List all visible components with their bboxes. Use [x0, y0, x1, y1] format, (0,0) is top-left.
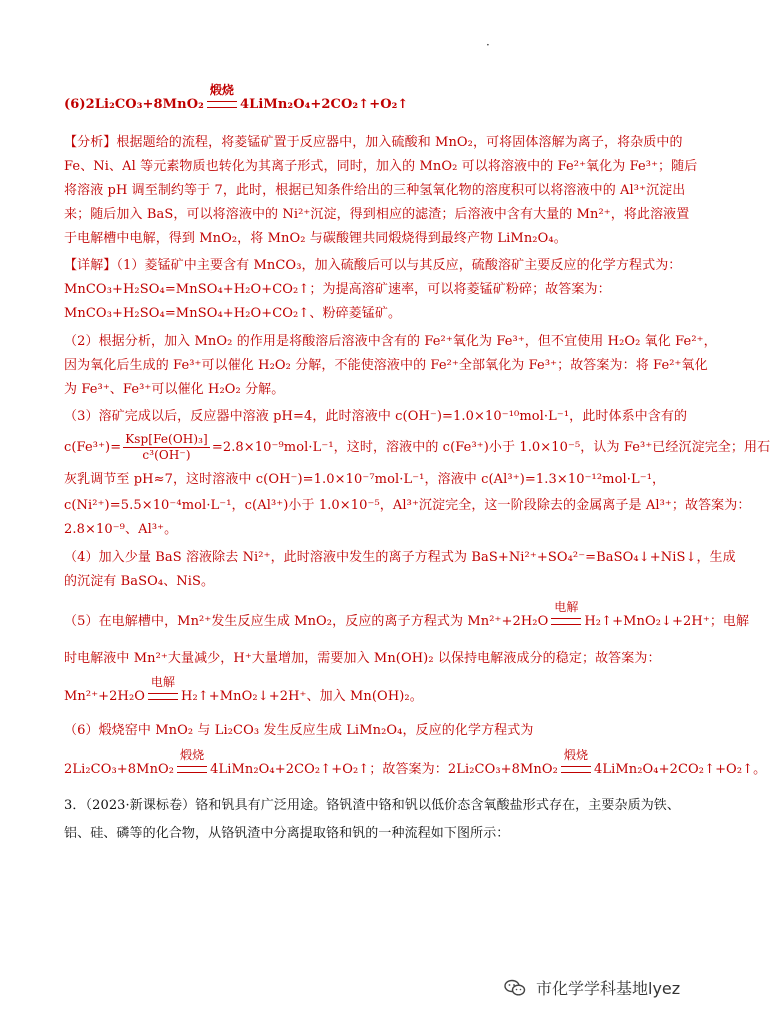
- detail-line: 因为氧化后生成的 Fe³⁺可以催化 H₂O₂ 分解，不能使溶液中的 Fe²⁺全部氧化为 Fe³⁺；故答案为：将 Fe²⁺氧化: [64, 358, 708, 373]
- ksp-formula-line: [64, 432, 770, 463]
- condition-arrow: [174, 748, 210, 779]
- eq-right: 4LiMn₂O₄+2CO₂↑+O₂↑。: [593, 762, 767, 777]
- ksp-fraction: [123, 432, 210, 463]
- equation-6-top: [64, 83, 664, 114]
- detail-line: （2）根据分析，加入 MnO₂ 的作用是将酸溶后溶液中含有的 Fe²⁺氧化为 Fe³⁺，但不宜使用 H₂O₂ 氧化 Fe²⁺，: [64, 334, 717, 349]
- watermark: [504, 976, 680, 1001]
- detail-line: （3）溶矿完成以后，反应器中溶液 pH=4，此时溶液中 c(OH⁻)=1.0×10⁻¹⁰mol·L⁻¹，此时体系中含有的: [64, 409, 688, 424]
- condition-label: 煅烧: [209, 83, 235, 97]
- condition-arrow: [204, 83, 240, 114]
- condition-label: 煅烧: [180, 748, 205, 762]
- analysis-line: 将溶液 pH 调至制约等于 7，此时，根据已知条件给出的三种氢氧化物的溶度积可以将溶液中的 Al³⁺沉淀出: [64, 183, 686, 198]
- formula-rest: =2.8×10⁻⁹mol·L⁻¹，这时，溶液中的 c(Fe³⁺)小于 1.0×10⁻⁵，认为 Fe³⁺已经沉淀完全；用石: [211, 440, 770, 455]
- detail-line: 【详解】（1）菱锰矿中主要含有 MnCO₃，加入硫酸后可以与其反应，硫酸溶矿主要反应的化学方程式为：: [64, 258, 682, 273]
- analysis-line: Fe、Ni、Al 等元素物质也转化为其离子形式，同时，加入的 MnO₂ 可以将溶液中的 Fe²⁺氧化为 Fe³⁺；随后: [64, 159, 698, 174]
- detail-line: 的沉淀有 BaSO₄、NiS。: [64, 574, 215, 589]
- detail-line: （6）煅烧窑中 MnO₂ 与 Li₂CO₃ 发生反应生成 LiMn₂O₄，反应的化学方程式为: [64, 723, 534, 738]
- condition-arrow: [558, 748, 594, 779]
- fraction-denominator: c³(OH⁻): [142, 448, 191, 462]
- detail-line: MnCO₃+H₂SO₄=MnSO₄+H₂O+CO₂↑；为提高溶矿速率，可以将菱锰矿粉碎；故答案为：: [64, 282, 611, 297]
- question-3-line: 铝、硅、磷等的化合物，从铬钒渣中分离提取铬和钒的一种流程如下图所示：: [64, 826, 510, 841]
- formula-lhs: c(Fe³⁺)=: [64, 440, 122, 455]
- eq-right: H₂↑+MnO₂↓+2H⁺、加入 Mn(OH)₂。: [181, 689, 423, 704]
- condition-label: 电解: [150, 675, 176, 689]
- detail-line: 为 Fe³⁺、Fe³⁺可以催化 H₂O₂ 分解。: [64, 382, 285, 397]
- detail-line: MnCO₃+H₂SO₄=MnSO₄+H₂O+CO₂↑、粉碎菱锰矿。: [64, 306, 402, 321]
- header-dot: ·: [486, 38, 490, 52]
- detail-line: 灰乳调节至 pH≈7，这时溶液中 c(OH⁻)=1.0×10⁻⁷mol·L⁻¹，溶液中 c(Al³⁺)=1.3×10⁻¹²mol·L⁻¹，: [64, 472, 666, 487]
- condition-arrow: [145, 675, 181, 706]
- condition-label: 煅烧: [563, 748, 589, 762]
- eq-middle: 4LiMn₂O₄+2CO₂↑+O₂↑；故答案为：2Li₂CO₃+8MnO₂: [210, 762, 558, 777]
- question-3-line: 3．（2023·新课标卷）铬和钒具有广泛用途。铬钒渣中铬和钒以低价态含氧酸盐形式存在，主要杂质为铁、: [64, 798, 680, 813]
- eq-left: （5）在电解槽中，Mn²⁺发生反应生成 MnO₂，反应的离子方程式为 Mn²⁺+2H₂O: [64, 614, 549, 629]
- detail-line: c(Ni²⁺)=5.5×10⁻⁴mol·L⁻¹，c(Al³⁺)小于 1.0×10⁻⁵，Al³⁺沉淀完全，这一阶段除去的金属离子是 Al³⁺；故答案为：: [64, 498, 751, 513]
- wechat-icon: [504, 979, 526, 1001]
- analysis-line: 来；随后加入 BaS，可以将溶液中的 Ni²⁺沉淀，得到相应的滤渣；后溶液中含有大量的 Mn²⁺，将此溶液置: [64, 207, 690, 222]
- eq-left: (6)2Li₂CO₃+8MnO₂: [64, 97, 204, 112]
- calcination-answer: [64, 748, 767, 779]
- analysis-line: 【分析】根据题给的流程，将菱锰矿置于反应器中，加入硫酸和 MnO₂，可将固体溶解为离子，将杂质中的: [64, 135, 683, 150]
- condition-arrow: [548, 600, 584, 631]
- eq-left: Mn²⁺+2H₂O: [64, 689, 146, 704]
- detail-line: 时电解液中 Mn²⁺大量减少，H⁺大量增加，需要加入 Mn(OH)₂ 以保持电解液成分的稳定；故答案为：: [64, 651, 661, 666]
- watermark-text: 市化学学科基地lyez: [536, 979, 681, 998]
- detail-line: （4）加入少量 BaS 溶液除去 Ni²⁺，此时溶液中发生的离子方程式为 BaS+Ni²⁺+SO₄²⁻=BaSO₄↓+NiS↓，生成: [64, 550, 736, 565]
- detail-line: 2.8×10⁻⁹、Al³⁺。: [64, 522, 178, 537]
- electrolysis-line: [64, 600, 750, 631]
- eq-right: 4LiMn₂O₄+2CO₂↑+O₂↑: [239, 97, 409, 112]
- analysis-line: 于电解槽中电解，得到 MnO₂，将 MnO₂ 与碳酸锂共同煅烧得到最终产物 LiMn₂O₄。: [64, 231, 567, 246]
- fraction-numerator: Ksp[Fe(OH)₃]: [125, 432, 208, 446]
- electrolysis-answer: [64, 675, 664, 706]
- eq-left: 2Li₂CO₃+8MnO₂: [64, 762, 175, 777]
- eq-right: H₂↑+MnO₂↓+2H⁺；电解: [584, 614, 750, 629]
- condition-label: 电解: [554, 600, 579, 614]
